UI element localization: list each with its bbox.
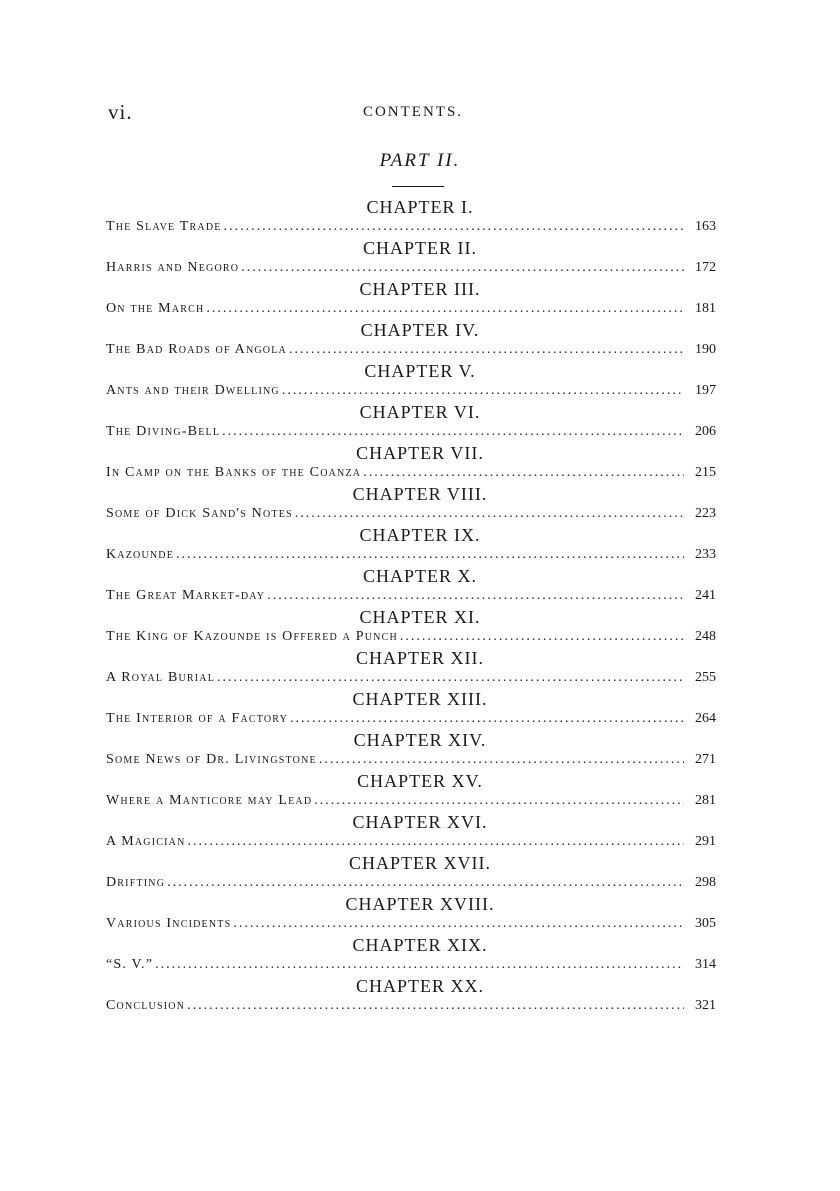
chapter-heading: CHAPTER XIX. [352, 935, 488, 955]
chapter-heading: CHAPTER XIV. [353, 730, 487, 750]
page-reference: 305 [695, 916, 716, 931]
toc-line [106, 505, 716, 524]
toc-line [106, 669, 716, 688]
chapter-title: Drifting [106, 875, 166, 890]
chapter-heading: CHAPTER XVIII. [345, 894, 495, 914]
chapter-title: Harris and Negoro [106, 260, 240, 275]
chapter-title: A Magician [106, 834, 186, 849]
part-heading: PART II. [379, 150, 461, 171]
chapter-heading: CHAPTER VI. [359, 402, 481, 422]
toc-entry [106, 811, 716, 852]
chapter-heading: CHAPTER XI. [359, 607, 481, 627]
toc-entry [106, 852, 716, 893]
toc-entry [106, 647, 716, 688]
toc-line [106, 792, 716, 811]
page-reference: 215 [695, 465, 716, 480]
dot-leader [289, 341, 684, 359]
page-reference: 197 [695, 383, 716, 398]
page-reference: 163 [695, 219, 716, 234]
toc-entry [106, 196, 716, 237]
dot-leader [233, 915, 684, 933]
running-title: CONTENTS. [362, 104, 464, 120]
toc-entry [106, 237, 716, 278]
toc-entry [106, 442, 716, 483]
chapter-title: Ants and their Dwelling [106, 383, 280, 398]
chapter-heading: CHAPTER V. [364, 361, 476, 381]
page-reference: 281 [695, 793, 716, 808]
dot-leader [176, 546, 684, 564]
toc-line [106, 956, 716, 975]
toc-entry [106, 319, 716, 360]
chapter-title: Some News of Dr. Livingstone [106, 752, 317, 767]
dot-leader [290, 710, 684, 728]
chapter-title: The Diving-Bell [106, 424, 221, 439]
chapter-title: “S. V.” [106, 957, 154, 972]
page-reference: 248 [695, 629, 716, 644]
dot-leader [206, 300, 684, 318]
toc-entry [106, 524, 716, 565]
page-reference: 314 [695, 957, 716, 972]
page-reference: 291 [695, 834, 716, 849]
toc-entry [106, 893, 716, 934]
dot-leader [314, 792, 684, 810]
page-reference: 298 [695, 875, 716, 890]
page-reference: 241 [695, 588, 716, 603]
chapter-title: Kazounde [106, 547, 175, 562]
toc-entry [106, 688, 716, 729]
chapter-title: The King of Kazounde is Offered a Punch [106, 629, 398, 644]
dot-leader [187, 997, 684, 1015]
dot-leader [222, 423, 684, 441]
page-reference: 172 [695, 260, 716, 275]
toc-entry [106, 770, 716, 811]
toc-line [106, 259, 716, 278]
toc-line [106, 710, 716, 729]
toc-entry [106, 483, 716, 524]
dot-leader [363, 464, 684, 482]
toc-entry [106, 565, 716, 606]
page-reference: 321 [695, 998, 716, 1013]
chapter-title: The Interior of a Factory [106, 711, 289, 726]
page-number: vi. [108, 100, 133, 124]
page-reference: 233 [695, 547, 716, 562]
chapter-heading: CHAPTER XIII. [352, 689, 488, 709]
chapter-heading: CHAPTER IV. [360, 320, 480, 340]
dot-leader [319, 751, 684, 769]
chapter-title: Conclusion [106, 998, 186, 1013]
toc-line [106, 341, 716, 360]
dot-leader [400, 628, 684, 646]
page-reference: 206 [695, 424, 716, 439]
toc-entry [106, 360, 716, 401]
chapter-heading: CHAPTER II. [363, 238, 477, 258]
dot-leader [241, 259, 684, 277]
chapter-heading: CHAPTER XVI. [352, 812, 488, 832]
chapter-title: In Camp on the Banks of the Coanza [106, 465, 362, 480]
page-reference: 223 [695, 506, 716, 521]
page-reference: 264 [695, 711, 716, 726]
dot-leader [188, 833, 684, 851]
dot-leader [282, 382, 684, 400]
chapter-title: Where a Manticore may Lead [106, 793, 313, 808]
chapter-title: A Royal Burial [106, 670, 216, 685]
toc-line [106, 300, 716, 319]
page-reference: 181 [695, 301, 716, 316]
part-divider-rule [392, 186, 444, 187]
toc-line [106, 218, 716, 237]
page-reference: 255 [695, 670, 716, 685]
chapter-heading: CHAPTER VII. [356, 443, 484, 463]
toc-entry [106, 975, 716, 1016]
chapter-heading: CHAPTER I. [366, 197, 474, 217]
toc-line [106, 833, 716, 852]
dot-leader [267, 587, 684, 605]
toc-line [106, 874, 716, 893]
table-of-contents [106, 196, 716, 1016]
toc-entry [106, 934, 716, 975]
toc-line [106, 751, 716, 770]
page-header [108, 100, 718, 130]
chapter-heading: CHAPTER XX. [355, 976, 484, 996]
chapter-title: On the March [106, 301, 205, 316]
chapter-title: The Great Market-day [106, 588, 266, 603]
toc-entry [106, 729, 716, 770]
chapter-heading: CHAPTER XII. [356, 648, 484, 668]
chapter-heading: CHAPTER XVII. [349, 853, 491, 873]
chapter-heading: CHAPTER X. [362, 566, 477, 586]
chapter-title: The Bad Roads of Angola [106, 342, 287, 357]
page-reference: 190 [695, 342, 716, 357]
toc-line [106, 915, 716, 934]
chapter-heading: CHAPTER III. [359, 279, 481, 299]
chapter-title: The Slave Trade [106, 219, 222, 234]
chapter-title: Some of Dick Sand's Notes [106, 506, 293, 521]
toc-line [106, 587, 716, 606]
toc-line [106, 997, 716, 1016]
dot-leader [167, 874, 684, 892]
toc-line [106, 546, 716, 565]
dot-leader [295, 505, 684, 523]
chapter-heading: CHAPTER VIII. [352, 484, 488, 504]
chapter-title: Various Incidents [106, 916, 232, 931]
toc-line [106, 628, 716, 647]
toc-line [106, 382, 716, 401]
dot-leader [224, 218, 684, 236]
chapter-heading: CHAPTER IX. [359, 525, 481, 545]
page-reference: 271 [695, 752, 716, 767]
toc-line [106, 464, 716, 483]
chapter-heading: CHAPTER XV. [357, 771, 483, 791]
toc-line [106, 423, 716, 442]
toc-entry [106, 401, 716, 442]
dot-leader [217, 669, 684, 687]
dot-leader [155, 956, 684, 974]
toc-entry [106, 606, 716, 647]
toc-entry [106, 278, 716, 319]
